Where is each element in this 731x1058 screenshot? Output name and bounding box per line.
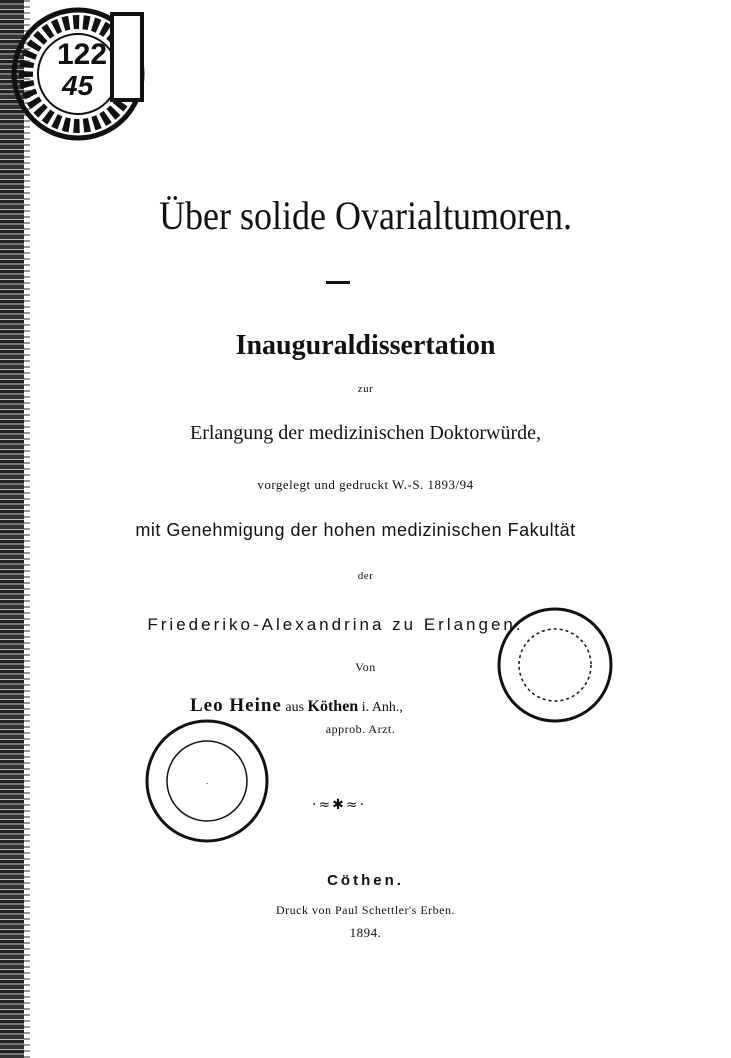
submitted-text: vorgelegt und gedruckt W.-S. 1893/94 bbox=[257, 477, 474, 492]
approval-text: mit Genehmigung der hohen medizinischen Fakultät bbox=[135, 520, 576, 540]
von-text: Von bbox=[355, 660, 376, 674]
page-title: Über solide Ovarialtumoren. bbox=[159, 193, 572, 238]
stamp-number-top: 122 bbox=[57, 38, 108, 71]
author-city: Köthen bbox=[307, 698, 359, 715]
author-from: aus bbox=[285, 700, 305, 715]
purpose-text: Erlangung der medizinischen Doktorwürde, bbox=[189, 422, 541, 444]
author-name: Leo Heine bbox=[190, 695, 282, 716]
author-region: i. Anh., bbox=[361, 700, 403, 715]
subtitle: Inauguraldissertation bbox=[235, 330, 496, 361]
stamp-number-bottom: 45 bbox=[62, 70, 94, 101]
ornament: ·≈✱≈· bbox=[312, 797, 367, 813]
place-text: Cöthen. bbox=[327, 872, 404, 889]
author-title: approb. Arzt. bbox=[325, 722, 396, 736]
author-line bbox=[190, 695, 403, 717]
title-divider bbox=[326, 281, 350, 284]
year-text: 1894. bbox=[349, 925, 382, 940]
svg-text:·: · bbox=[205, 778, 209, 789]
printer-text: Druck von Paul Schettler's Erben. bbox=[276, 903, 455, 917]
university-text: Friederiko-Alexandrina zu Erlangen. bbox=[147, 615, 524, 634]
der-text: der bbox=[357, 570, 374, 582]
zur-text: zur bbox=[357, 383, 374, 395]
